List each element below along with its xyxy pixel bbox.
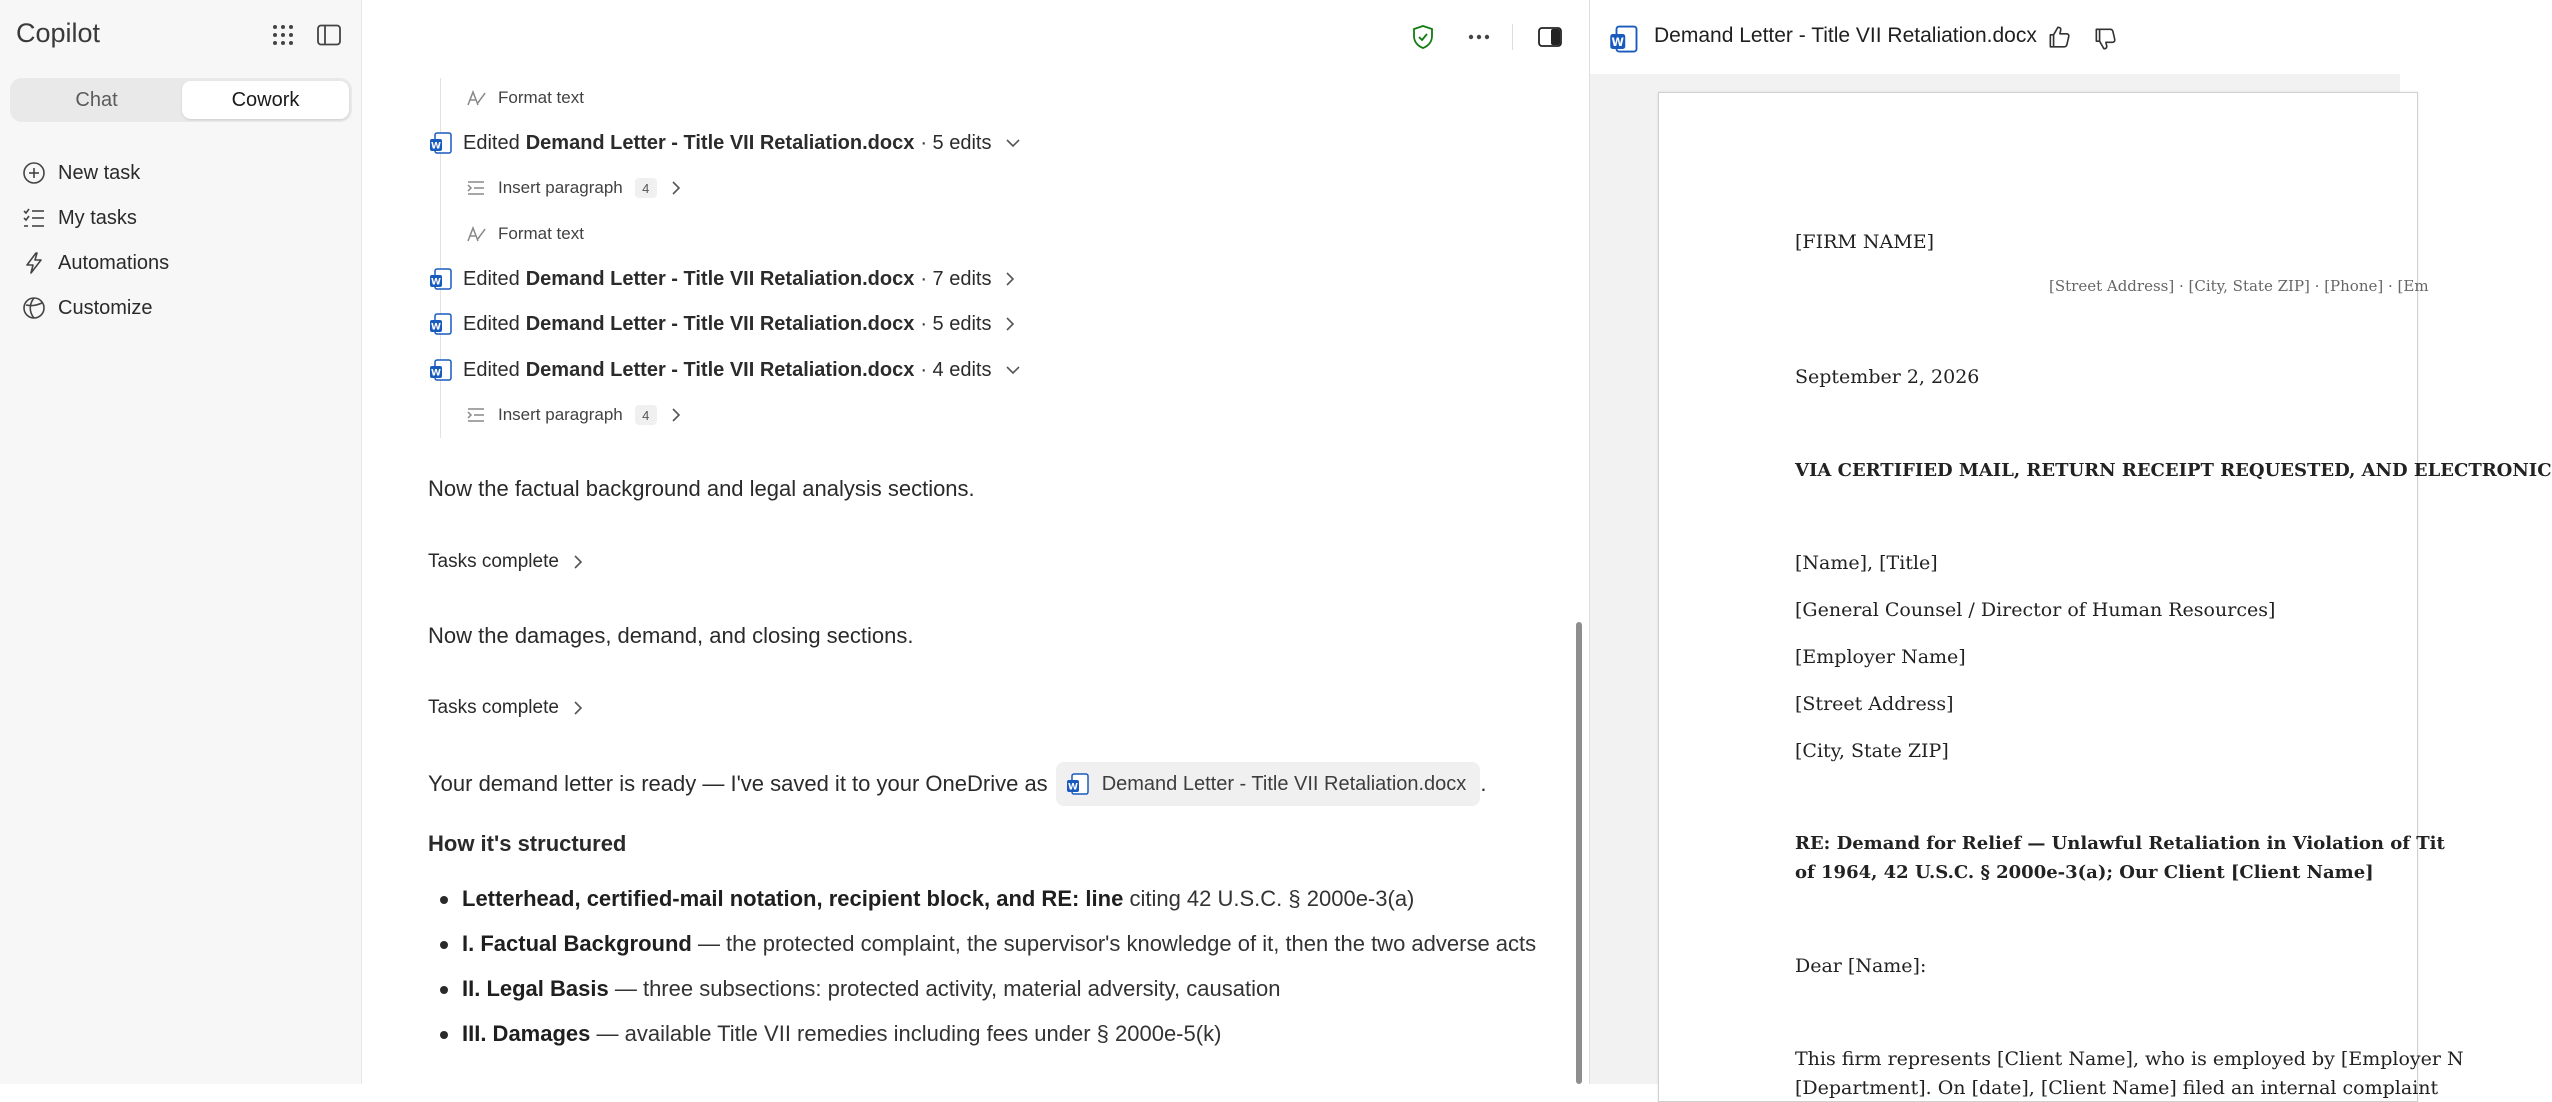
doc-line: of 1964, 42 U.S.C. § 2000e-3(a); Our Client [Client Name] [1795, 862, 2374, 883]
svg-text:W: W [1611, 35, 1624, 49]
bullet-bold: I. Factual Background [462, 931, 692, 956]
doc-line: [Employer Name] [1795, 646, 1966, 668]
sidebar [0, 0, 362, 1084]
doc-line: Dear [Name]: [1795, 955, 1927, 977]
chevron-right-icon[interactable] [671, 407, 681, 423]
nav-label: Automations [58, 251, 170, 274]
doc-line: [Street Address] · [City, State ZIP] · [Phone] · [Em [2049, 277, 2429, 295]
doc-line: [Department]. On [date], [Client Name] filed an internal complaint [1795, 1077, 2439, 1099]
svg-text:W: W [431, 368, 441, 379]
list-item [428, 970, 1538, 1008]
activity-insert-paragraph[interactable] [466, 405, 693, 425]
ready-end: . [1480, 771, 1487, 796]
insert-paragraph-icon [466, 406, 486, 424]
svg-text:W: W [431, 141, 441, 152]
doc-page [1658, 92, 2552, 1102]
word-doc-icon [429, 131, 453, 155]
activity-edit-row[interactable] [429, 358, 1021, 382]
chevron-right-icon [573, 554, 583, 570]
chevron-down-icon[interactable] [1005, 365, 1021, 375]
plus-circle-icon [22, 161, 46, 185]
edit-prefix: Edited [463, 267, 520, 290]
tab-chat[interactable]: Chat [75, 88, 118, 111]
insert-paragraph-icon [466, 179, 486, 197]
activity-label: Format text [498, 88, 584, 107]
more-options-icon[interactable] [1464, 22, 1494, 52]
format-text-icon [466, 225, 486, 243]
edit-count: · 5 edits [920, 312, 992, 335]
edit-file-name: Demand Letter - Title VII Retaliation.docx [525, 131, 915, 154]
bullet-bold: II. Legal Basis [462, 976, 609, 1001]
edit-file-name: Demand Letter - Title VII Retaliation.docx [525, 267, 915, 290]
doc-line: [FIRM NAME] [1795, 231, 1934, 253]
mode-toggle [10, 78, 352, 122]
nav-label: Customize [58, 296, 153, 319]
customize-icon [22, 296, 46, 320]
tasks-label: Tasks complete [428, 551, 559, 572]
doc-title: Demand Letter - Title VII Retaliation.docx [1654, 24, 2037, 47]
edit-prefix: Edited [463, 131, 520, 154]
file-chip-label: Demand Letter - Title VII Retaliation.docx [1101, 772, 1467, 795]
chevron-right-icon [573, 700, 583, 716]
brand-title: Copilot [16, 18, 101, 48]
activity-label: Format text [498, 224, 584, 243]
doc-line: September 2, 2026 [1795, 366, 1980, 388]
list-item [428, 880, 1538, 918]
edit-file-name: Demand Letter - Title VII Retaliation.docx [525, 358, 915, 381]
list-item [428, 925, 1538, 963]
nav-automations[interactable] [22, 246, 169, 280]
tasks-complete-toggle[interactable] [428, 697, 583, 719]
svg-text:W: W [1067, 782, 1078, 793]
activity-edit-row[interactable] [429, 131, 1021, 155]
word-doc-icon [429, 312, 453, 336]
word-doc-icon [1609, 24, 1639, 59]
tasks-label: Tasks complete [428, 697, 559, 718]
edit-prefix: Edited [463, 358, 520, 381]
edit-file-name: Demand Letter - Title VII Retaliation.docx [525, 312, 915, 335]
activity-edit-row[interactable] [429, 267, 1015, 291]
bullet-text: citing 42 U.S.C. § 2000e-3(a) [1123, 886, 1415, 911]
file-chip[interactable] [1056, 762, 1481, 806]
doc-line: [General Counsel / Director of Human Resources] [1795, 599, 2276, 621]
doc-line: [Name], [Title] [1795, 552, 1938, 574]
chat-scrollbar[interactable] [1576, 622, 1582, 1084]
chevron-right-icon[interactable] [1005, 316, 1015, 332]
doc-line: [Street Address] [1795, 693, 1954, 715]
doc-line: [City, State ZIP] [1795, 740, 1949, 762]
bullet-bold: Letterhead, certified-mail notation, recipient block, and RE: line [462, 886, 1124, 911]
doc-header [1590, 0, 2401, 74]
bullet-text: — three subsections: protected activity, material adversity, causation [608, 976, 1281, 1001]
chevron-right-icon[interactable] [671, 180, 681, 196]
doc-line: RE: Demand for Relief — Unlawful Retaliation in Violation of Tit [1795, 833, 2445, 854]
tab-cowork[interactable]: Cowork [182, 81, 349, 119]
edit-count: · 5 edits [920, 131, 992, 154]
edit-count: · 4 edits [920, 358, 992, 381]
list-item [428, 1015, 1538, 1053]
activity-insert-paragraph[interactable] [466, 178, 693, 198]
thumbs-up-icon[interactable] [2046, 24, 2072, 55]
activity-label: Insert paragraph [498, 405, 623, 424]
apps-grid-icon[interactable] [270, 22, 296, 48]
count-badge: 4 [635, 178, 657, 198]
nav-label: New task [58, 161, 141, 184]
nav-label: My tasks [58, 206, 137, 229]
bullet-text: — the protected complaint, the supervisor's knowledge of it, then the two adverse acts [691, 931, 1537, 956]
structure-heading: How it's structured [428, 831, 627, 856]
assistant-message: Now the factual background and legal analysis sections. [428, 476, 975, 501]
chat-panel [363, 0, 1589, 1084]
edit-count: · 7 edits [920, 267, 992, 290]
activity-format-text[interactable] [466, 88, 584, 108]
structure-list [428, 880, 1538, 1060]
ready-message [428, 762, 1486, 806]
shield-check-icon[interactable] [1408, 22, 1438, 52]
bullet-bold: III. Damages [462, 1021, 591, 1046]
chevron-down-icon[interactable] [1005, 138, 1021, 148]
word-doc-icon [429, 358, 453, 382]
tasks-complete-toggle[interactable] [428, 551, 583, 573]
edit-prefix: Edited [463, 312, 520, 335]
nav-my-tasks[interactable] [22, 201, 137, 235]
nav-new-task[interactable] [22, 156, 140, 190]
doc-line: VIA CERTIFIED MAIL, RETURN RECEIPT REQUESTED, AND ELECTRONIC [1795, 460, 2552, 481]
activity-format-text[interactable] [466, 224, 584, 244]
assistant-message: Now the damages, demand, and closing sections. [428, 623, 914, 648]
svg-text:W: W [431, 277, 441, 288]
doc-line: This firm represents [Client Name], who is employed by [Employer N [1795, 1048, 2464, 1070]
ready-text: Your demand letter is ready — I've saved it to your OneDrive as [428, 771, 1048, 796]
divider [1512, 24, 1513, 50]
svg-text:W: W [431, 322, 441, 333]
lightning-icon [22, 251, 46, 275]
word-doc-icon [1066, 772, 1090, 796]
bullet-text: — available Title VII remedies including fees under § 2000e-5(k) [590, 1021, 1222, 1046]
activity-label: Insert paragraph [498, 178, 623, 197]
count-badge: 4 [635, 405, 657, 425]
format-text-icon [466, 89, 486, 107]
task-list-icon [22, 206, 46, 230]
toggle-pane-icon[interactable] [1535, 22, 1565, 52]
document-preview-pane [1589, 0, 2552, 1099]
thumbs-down-icon[interactable] [2092, 26, 2118, 57]
chevron-right-icon[interactable] [1005, 271, 1015, 287]
collapse-sidebar-icon[interactable] [316, 22, 342, 48]
activity-edit-row[interactable] [429, 312, 1015, 336]
nav-customize[interactable] [22, 291, 152, 325]
word-doc-icon [429, 267, 453, 291]
